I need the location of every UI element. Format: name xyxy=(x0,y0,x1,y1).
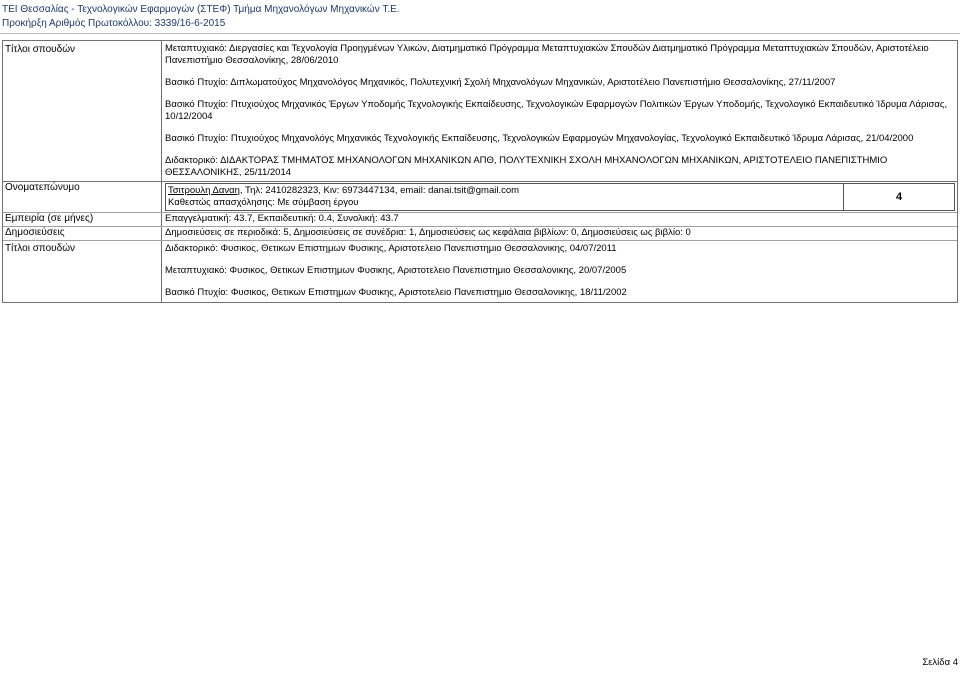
candidates-table xyxy=(2,40,958,303)
degree-item: Διδακτορικό: Φυσικος, Θετικων Επιστημων Φυσικης, Αριστοτελειο Πανεπιστημιο Θεσσαλονικης, 04/07/2011 xyxy=(165,243,617,254)
experience-row xyxy=(3,212,957,226)
header-divider xyxy=(0,33,960,34)
publications-row xyxy=(3,226,957,240)
header-announcement: Προκήρξη Αριθμός Πρωτοκόλλου: 3339/16-6-2015 xyxy=(2,18,226,29)
degrees-label: Τίτλοι σπουδών xyxy=(3,241,162,302)
employment-status: Καθεστώς απασχόλησης: Με σύμβαση έργου xyxy=(168,197,359,208)
header-institution: ΤΕΙ Θεσσαλίας - Τεχνολογικών Εφαρμογών (ΣΤΕΦ) Τμήμα Μηχανολόγων Μηχανικών Τ.Ε. xyxy=(2,4,400,15)
candidate-info-box xyxy=(165,183,955,211)
experience-label: Εμπειρία (σε μήνες) xyxy=(3,213,162,226)
name-label: Ονοματεπώνυμο xyxy=(3,182,162,212)
degree-item: Μεταπτυχιακό: Διεργασίες και Τεχνολογία Προηγμένων Υλικών, Διατμηματικό Πρόγραμμα Μεταπτυχιακών Σπουδών Διατμηματικό Πρόγραμμα Μεταπτυχιακών Σπουδών, Αριστοτέλειο Πανεπιστήμιο Θεσσαλονίκης, 28/06/2010 xyxy=(165,43,929,66)
candidate-name-row xyxy=(3,181,957,212)
candidate-contact: , Τηλ: 2410282323, Κιν: 6973447134, email: danai.tsit@gmail.com xyxy=(239,185,520,196)
degrees-label: Τίτλοι σπουδών xyxy=(3,41,162,181)
degrees-list xyxy=(162,241,957,302)
degree-item: Βασικό Πτυχίο: Διπλωματούχος Μηχανολόγος Μηχανικός, Πολυτεχνική Σχολή Μηχανολόγων Μηχανικών, Αριστοτέλειο Πανεπιστήμιο Θεσσαλονίκης, 27/11/2007 xyxy=(165,77,836,88)
publications-value: Δημοσιεύσεις σε περιοδικά: 5, Δημοσιεύσεις σε συνέδρια: 1, Δημοσιεύσεις ως κεφάλαια βιβλίων: 0, Δημοσιεύσεις ως βιβλίο: 0 xyxy=(165,227,691,238)
publications-label: Δημοσιεύσεις xyxy=(3,227,162,240)
degree-item: Διδακτορικό: ΔΙΔΑΚΤΟΡΑΣ ΤΜΗΜΑΤΟΣ ΜΗΧΑΝΟΛΟΓΩΝ ΜΗΧΑΝΙΚΩΝ ΑΠΘ, ΠΟΛΥΤΕΧΝΙΚΗ ΣΧΟΛΗ ΜΗΧΑΝΟΛΟΓΩΝ ΜΗΧΑΝΙΚΩΝ, ΑΡΙΣΤΟΤΕΛΕΙΟ ΠΑΝΕΠΙΣΤΗΜΙΟ ΘΕΣΣΑΛΟΝΙΚΗΣ, 25/11/2014 xyxy=(165,155,888,178)
degree-item: Βασικό Πτυχίο: Πτυχιούχος Μηχανικός Έργων Υποδομής Τεχνολογικής Εκπαίδευσης, Τεχνολογικών Εφαρμογών Πολιτικών Έργων Υποδομής, Τεχνολογικό Εκπαιδευτικό Ίδρυμα Λάρισας, 10/12/2004 xyxy=(165,99,948,122)
degrees-list xyxy=(162,41,957,181)
candidate-name: Τσιτρουλη Δαναη xyxy=(168,185,240,196)
page-number: Σελίδα 4 xyxy=(922,657,958,668)
degree-item: Βασικό Πτυχίο: Φυσικος, Θετικων Επιστημων Φυσικης, Αριστοτελειο Πανεπιστημιο Θεσσαλονικης, 18/11/2002 xyxy=(165,287,627,298)
rank-number: 4 xyxy=(843,184,954,210)
previous-candidate-degrees-row xyxy=(3,41,957,181)
candidate-degrees-row xyxy=(3,240,957,302)
candidate-contact-line xyxy=(168,185,841,197)
page-header xyxy=(2,3,400,31)
degree-item: Μεταπτυχιακό: Φυσικος, Θετικων Επιστημων Φυσικης, Αριστοτελειο Πανεπιστημιο Θεσσαλονικης, 20/07/2005 xyxy=(165,265,627,276)
degree-item: Βασικό Πτυχίο: Πτυχιούχος Μηχανολόγς Μηχανικός Τεχνολογικής Εκπαίδευσης, Τεχνολογικών Εφαρμογών Μηχανολογίας, Τεχνολογικό Εκπαιδευτικό Ίδρυμα Λάρισας, 21/04/2000 xyxy=(165,133,914,144)
experience-value: Επαγγελματική: 43.7, Εκπαιδευτική: 0.4, Συνολική: 43.7 xyxy=(165,213,399,224)
